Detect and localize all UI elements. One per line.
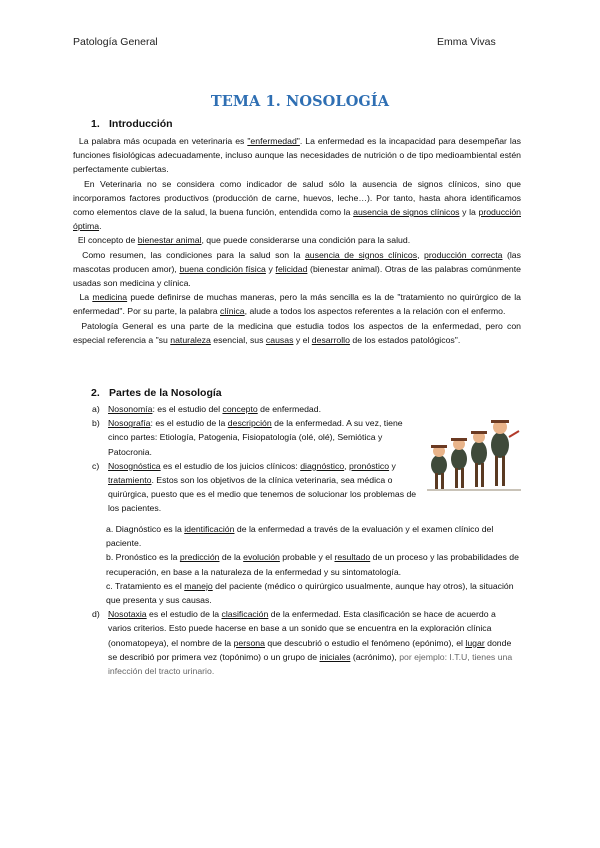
underlined-term: clasificación	[221, 609, 269, 620]
cartoon-figure	[431, 445, 447, 489]
underlined-term: predicción	[179, 552, 220, 563]
underlined-term: bienestar animal	[137, 235, 202, 246]
cartoon-illustration	[425, 407, 523, 499]
example-note: por ejemplo: I.T.U, tienes una infección del tracto urinario.	[108, 651, 513, 677]
parts-list-lower	[92, 522, 520, 678]
section-title: Partes de la Nosología	[109, 387, 222, 399]
underlined-term: Nosonomía	[108, 404, 153, 414]
paragraph: El concepto de bienestar animal, que puede considerarse una condición para la salud.	[77, 235, 411, 246]
cartoon-figure	[471, 431, 487, 487]
list-item: d) Nosotaxia es el estudio de la clasificación de la enfermedad. Esta clasificación se hace de acuerdo a varios criterios. Esto puede hacerse en base a un sonido que se encuentra en la exploración clínica (onomatopeya), el nombre de la persona que descubrió o estudio el fenómeno (epónimo), el lugar donde se describió por primera vez (topónimo) o un grupo de iniciales (acrónimo), por ejemplo: I.T.U, tienes una infección del tracto urinario.	[92, 609, 513, 677]
paragraph: Como resumen, las condiciones para la salud son la ausencia de signos clínicos, producción correcta (las mascotas producen amor), buena condición física y felicidad (bienestar animal). Otras de las palabras comúnmente usadas son medicina y clínica.	[73, 249, 522, 289]
underlined-term: manejo	[184, 580, 213, 591]
underlined-term: medicina	[92, 292, 128, 303]
underlined-term: iniciales	[319, 651, 351, 662]
paragraph: En Veterinaria no se considera como indicador de salud sólo la ausencia de signos clínicos, sino que incorporamos factores productivos (producción de carne, huevos, leche…). Por tanto, hasta ahora identificamos como elementos clave de la salud, la buena función, entendida como la ausencia de signos clínicos y la producción óptima.	[73, 178, 522, 232]
introduction-body	[73, 134, 521, 347]
parts-list-upper	[92, 402, 422, 516]
list-item: b. Pronóstico es la predicción de la evolución probable y el resultado de un proceso y las probabilidades de recuperación, en base a la naturaleza de la enfermedad y su sintomatología.	[106, 552, 519, 577]
underlined-term: Nosognóstica	[108, 460, 161, 471]
underlined-term: identificación	[184, 524, 235, 534]
list-item: a. Diagnóstico es la identificación de la enfermedad a través de la evaluación y el examen clínico del paciente.	[106, 524, 494, 549]
underlined-term: ausencia de signos clínicos	[353, 207, 460, 218]
section-2-heading	[91, 387, 222, 399]
underlined-term: concepto	[222, 404, 258, 414]
underlined-term: evolución	[243, 552, 280, 563]
section-1-heading	[91, 118, 173, 130]
underlined-term: tratamiento	[108, 475, 152, 486]
underlined-term: ausencia de signos clínicos	[304, 249, 418, 260]
underlined-term: Nosografía	[108, 418, 151, 429]
underlined-term: buena condición física	[179, 263, 266, 274]
header-right: Emma Vivas	[437, 36, 496, 48]
underlined-term: persona	[233, 637, 265, 648]
cartoon-figure	[451, 438, 467, 488]
underlined-term: "enfermedad"	[247, 136, 300, 146]
paragraph: Patología General es una parte de la medicina que estudia todos los aspectos de la enfermedad, pero con especial referencia a "su naturaleza esencial, sus causas y el desarrollo de los estados patológicos".	[73, 320, 521, 345]
paragraph: La medicina puede definirse de muchas maneras, pero la más sencilla es la de "tratamiento no quirúrgico de la enfermedad". Por su parte, la palabra clínica, alude a todos los aspectos referentes a la relación con el enfermo.	[73, 292, 521, 317]
underlined-term: Nosotaxia	[108, 609, 147, 620]
section-title: Introducción	[109, 118, 173, 130]
underlined-term: producción correcta	[424, 249, 503, 260]
underlined-term: clínica	[220, 306, 245, 317]
list-item: c. Tratamiento es el manejo del paciente (médico o quirúrgico usualmente, aunque hay otros), la situación que presenta y sus causas.	[106, 580, 514, 606]
section-number: 2.	[91, 387, 100, 399]
list-item: b) Nosografía: es el estudio de la descripción de la enfermedad. A su vez, tiene cinco partes: Etiología, Patogenia, Fisiopatología (olé, olé), Semiótica y Patocronia.	[92, 418, 403, 457]
page-title: TEMA 1. NOSOLOGÍA	[210, 93, 390, 110]
section-number: 1.	[91, 118, 100, 130]
list-item: a) Nosonomía: es el estudio del concepto de enfermedad.	[92, 404, 322, 414]
underlined-term: descripción	[227, 418, 272, 429]
header-left: Patología General	[73, 36, 158, 48]
underlined-term: desarrollo	[311, 334, 350, 345]
underlined-term: felicidad	[275, 263, 308, 274]
underlined-term: resultado	[334, 552, 371, 563]
paragraph: La palabra más ocupada en veterinaria es "enfermedad". La enfermedad es la incapacidad para desempeñar las funciones fisiológicas adecuadamente, incluso aunque las necesidades de nutrición o de tipo medioambiental estén perfectamente cubiertas.	[73, 136, 522, 175]
list-item: c) Nosognóstica es el estudio de los juicios clínicos: diagnóstico, pronóstico y tratamiento. Estos son los objetivos de la clínica veterinaria, sea médica o quirúrgica, puesto que es el medio que tenemos de solucionar los problemas de los pacientes.	[92, 460, 417, 514]
underlined-term: naturaleza	[170, 334, 211, 345]
cartoon-figure	[491, 420, 519, 486]
underlined-term: causas	[265, 334, 294, 345]
underlined-term: pronóstico	[348, 460, 390, 471]
underlined-term: lugar	[465, 637, 485, 648]
underlined-term: diagnóstico	[300, 460, 345, 471]
underlined-term: producción óptima	[73, 207, 521, 232]
